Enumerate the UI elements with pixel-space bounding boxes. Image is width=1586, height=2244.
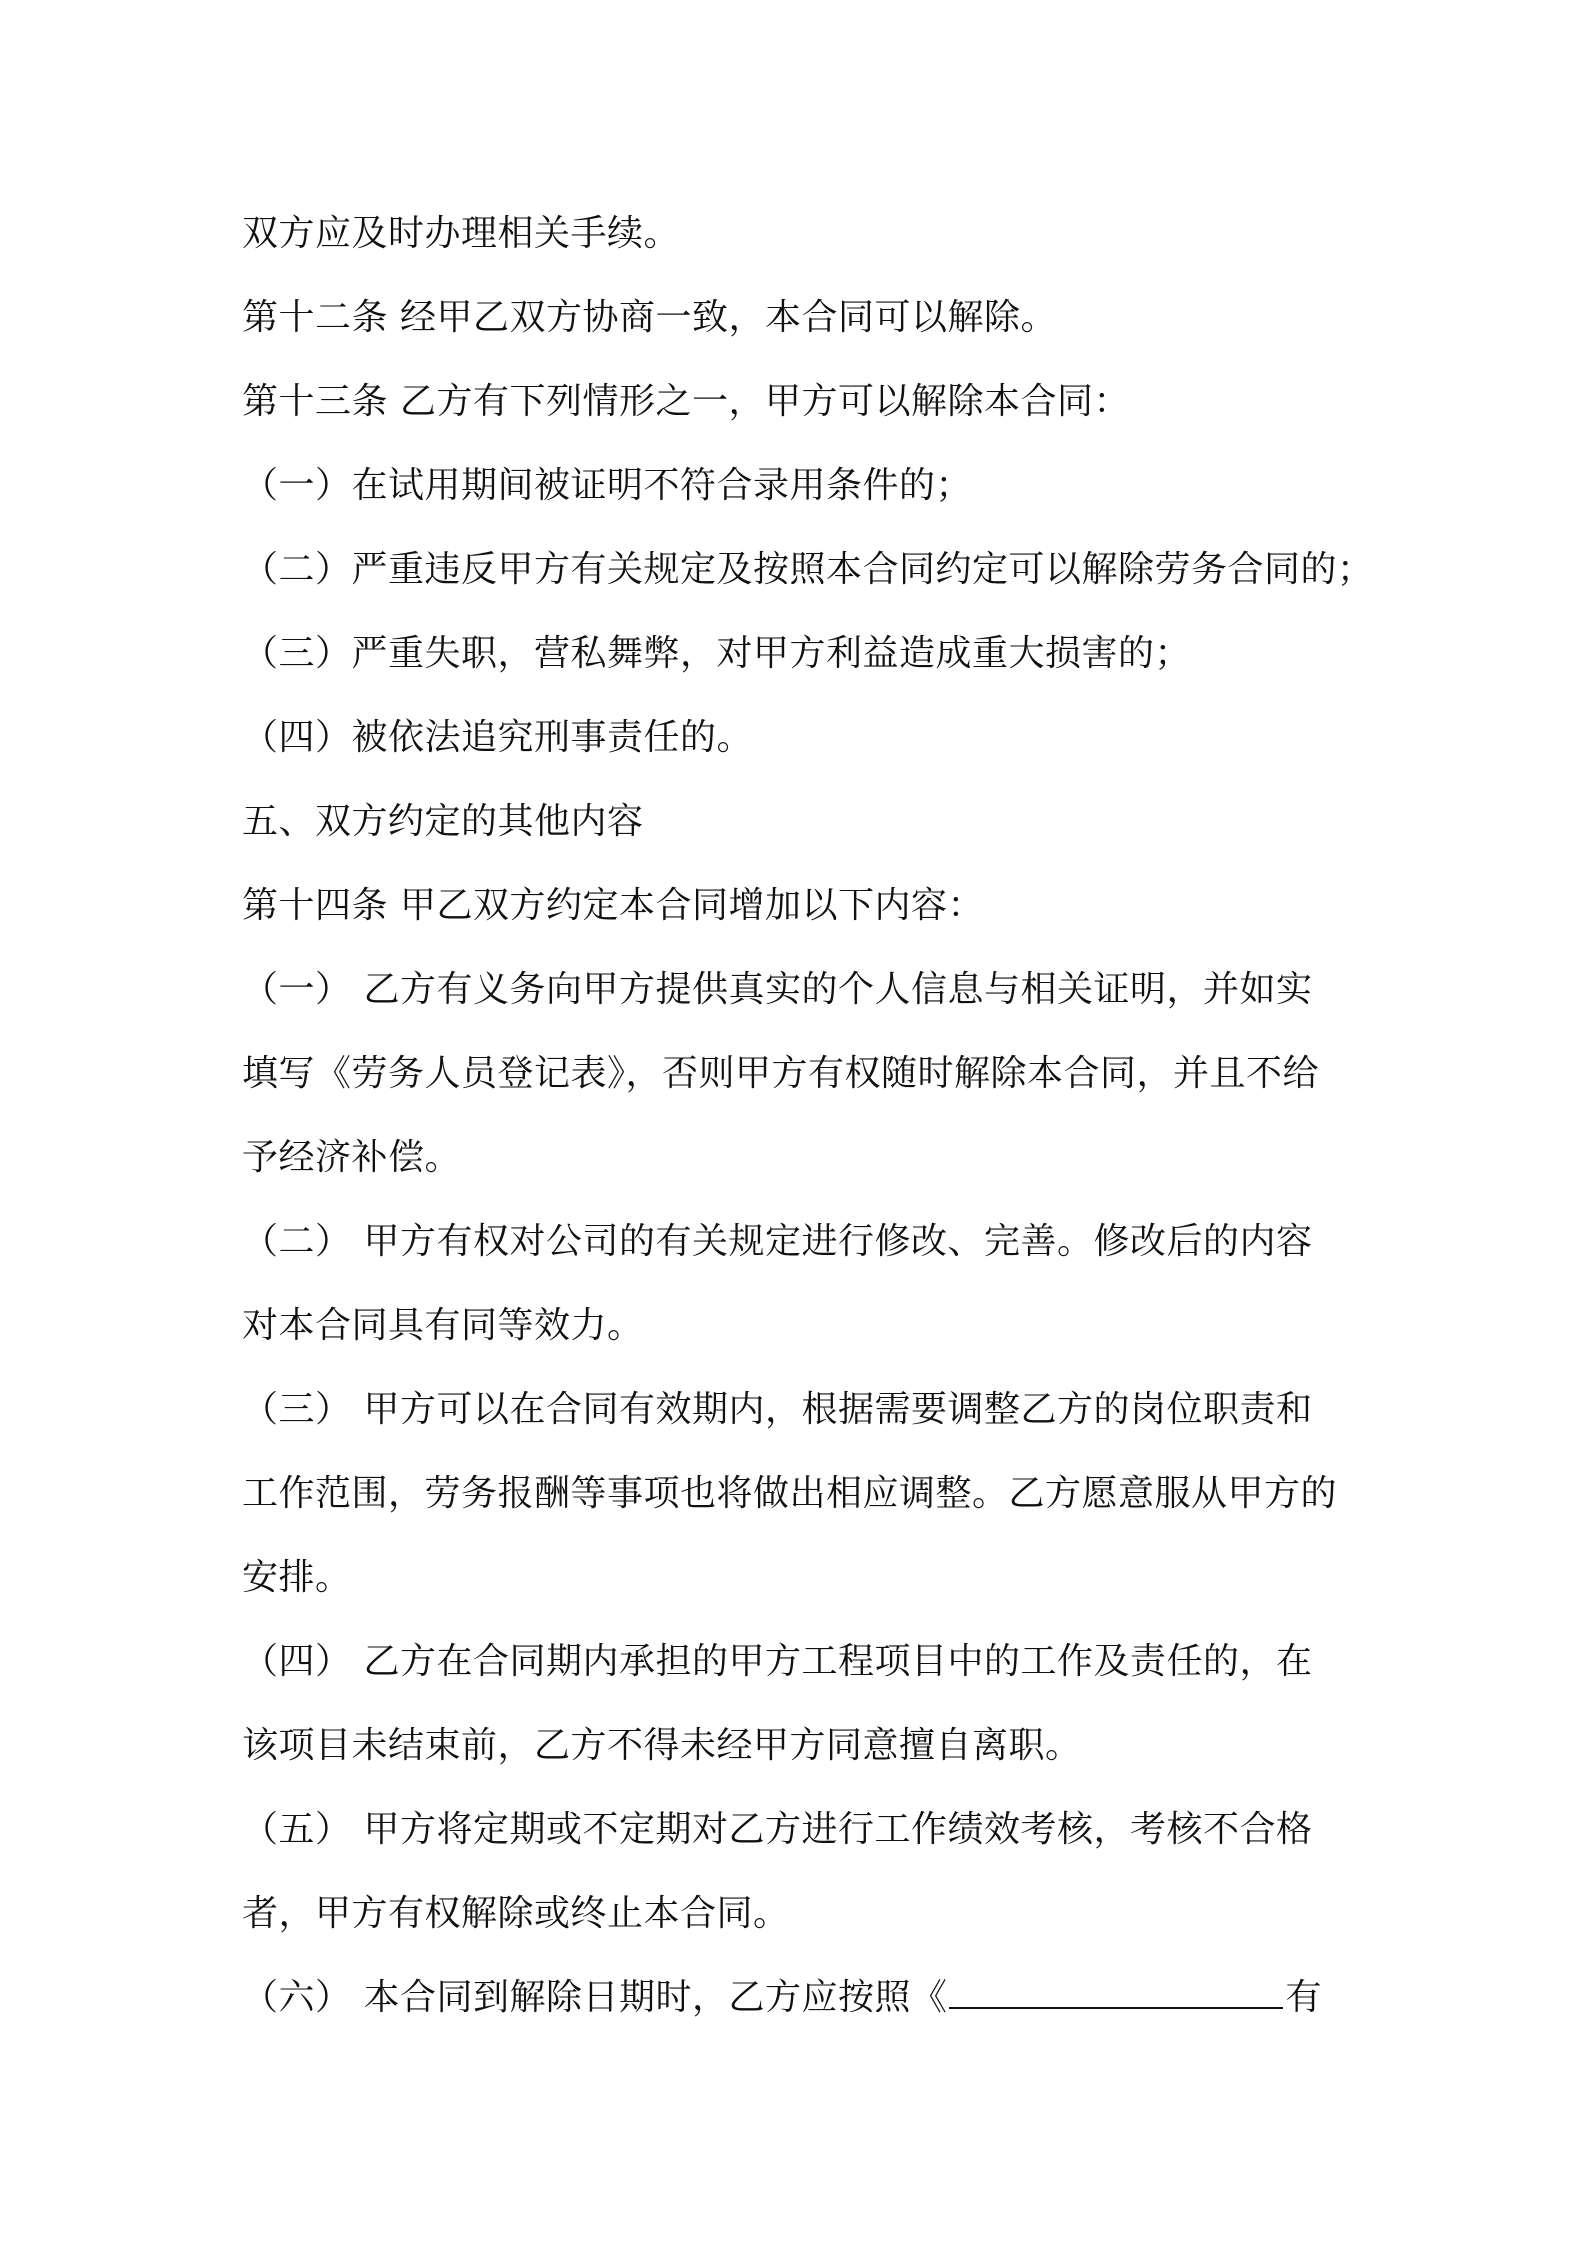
- paragraph-line: 双方应及时办理相关手续。: [242, 213, 681, 254]
- clause-14: 第十四条 甲乙双方约定本合同增加以下内容：: [242, 885, 984, 926]
- document-body: [242, 192, 1374, 2040]
- clause-14-item-5: （五） 甲方将定期或不定期对乙方进行工作绩效考核，考核不合格: [242, 1809, 1313, 1850]
- clause-14-item-4: （四） 乙方在合同期内承担的甲方工程项目中的工作及责任的，在: [242, 1641, 1313, 1682]
- paragraph-line: 该项目未结束前，乙方不得未经甲方同意擅自离职。: [242, 1725, 1082, 1766]
- clause-14-item-1: （一） 乙方有义务向甲方提供真实的个人信息与相关证明，并如实: [242, 969, 1313, 1010]
- clause-12: 第十二条 经甲乙双方协商一致，本合同可以解除。: [242, 297, 1057, 338]
- fill-in-blank[interactable]: [949, 1975, 1283, 2009]
- clause-13-item-3: （三）严重失职，营私舞弊，对甲方利益造成重大损害的；: [242, 633, 1192, 674]
- paragraph-line: 工作范围，劳务报酬等事项也将做出相应调整。乙方愿意服从甲方的: [242, 1473, 1338, 1514]
- clause-13-item-4: （四）被依法追究刑事责任的。: [242, 717, 754, 758]
- clause-14-item-6: [242, 1956, 1364, 2040]
- clause-14-item-2: （二） 甲方有权对公司的有关规定进行修改、完善。修改后的内容: [242, 1221, 1313, 1262]
- paragraph-line: 填写《劳务人员登记表》，否则甲方有权随时解除本合同，并且不给: [242, 1053, 1320, 1094]
- paragraph-line: 对本合同具有同等效力。: [242, 1305, 644, 1346]
- paragraph-line: 予经济补偿。: [242, 1137, 462, 1178]
- clause-13-item-1: （一）在试用期间被证明不符合录用条件的；: [242, 465, 973, 506]
- paragraph-line: 者，甲方有权解除或终止本合同。: [242, 1893, 790, 1934]
- clause-14-item-3: （三） 甲方可以在合同有效期内，根据需要调整乙方的岗位职责和: [242, 1389, 1313, 1430]
- item-6-text: （六） 本合同到解除日期时，乙方应按照《: [242, 1977, 948, 2018]
- clause-13-item-2: （二）严重违反甲方有关规定及按照本合同约定可以解除劳务合同的；: [242, 549, 1374, 590]
- paragraph-line: 安排。: [242, 1557, 352, 1598]
- section-heading: 五、双方约定的其他内容: [242, 801, 644, 842]
- item-6-suffix: 有: [1285, 1977, 1322, 2018]
- clause-13: 第十三条 乙方有下列情形之一，甲方可以解除本合同：: [242, 381, 1130, 422]
